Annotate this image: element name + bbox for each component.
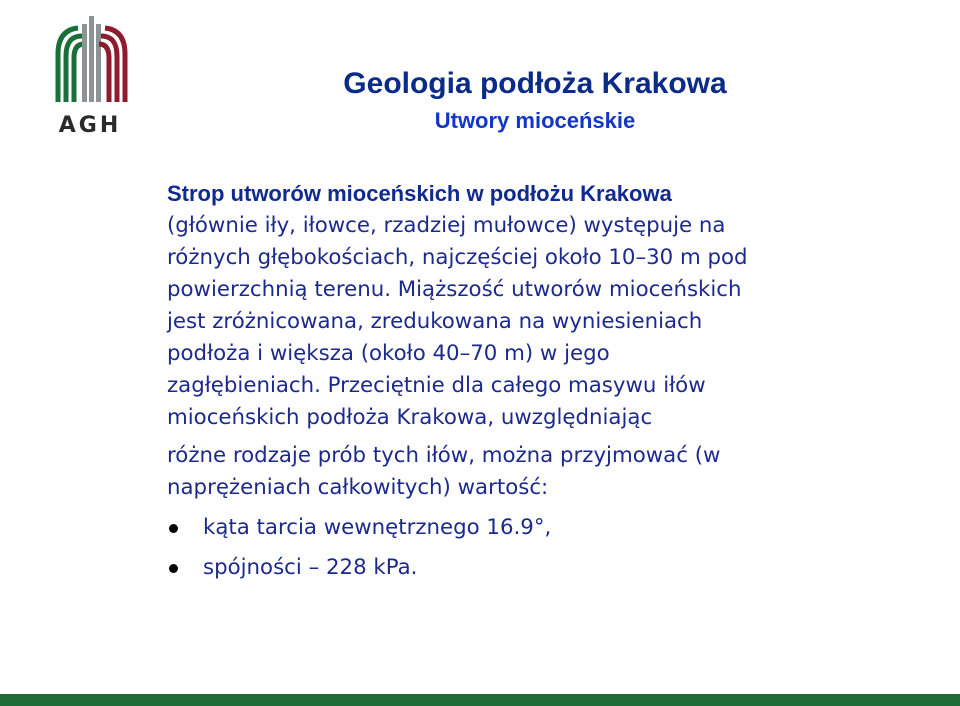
bullet-icon [169,564,178,573]
body-line: powierzchnią terenu. Miąższość utworów mioceńskich [167,277,742,302]
bullet-list [167,508,907,588]
body-line: różnych głębokościach, najczęściej około 10–30 m pod [167,245,748,270]
body-line: podłoża i większa (około 40–70 m) w jego [167,341,610,366]
body-line: mioceńskich podłoża Krakowa, uwzględniając [167,405,653,430]
footer-bar [0,694,960,706]
bullet-icon [169,524,178,533]
body-heading: Strop utworów mioceńskich w podłożu Krakowa [167,181,672,206]
bullet-text: kąta tarcia wewnętrznego 16.9°, [203,515,552,540]
bullet-item [167,548,907,588]
slide-body [167,178,907,588]
body-line: różne rodzaje prób tych iłów, można przyjmować (w [167,443,721,468]
body-line: zagłębieniach. Przeciętnie dla całego masywu iłów [167,373,706,398]
body-line: jest zróżnicowana, zredukowana na wyniesieniach [167,309,703,334]
bullet-item [167,508,907,548]
body-line: naprężeniach całkowitych) wartość: [167,475,549,500]
body-line: (głównie iły, iłowce, rzadziej mułowce) występuje na [167,213,726,238]
slide-subtitle: Utwory mioceńskie [434,108,636,133]
bullet-text: spójności – 228 kPa. [203,555,418,580]
agh-logo-text: AGH [58,113,122,136]
slide-title: Geologia podłoża Krakowa [343,67,727,100]
